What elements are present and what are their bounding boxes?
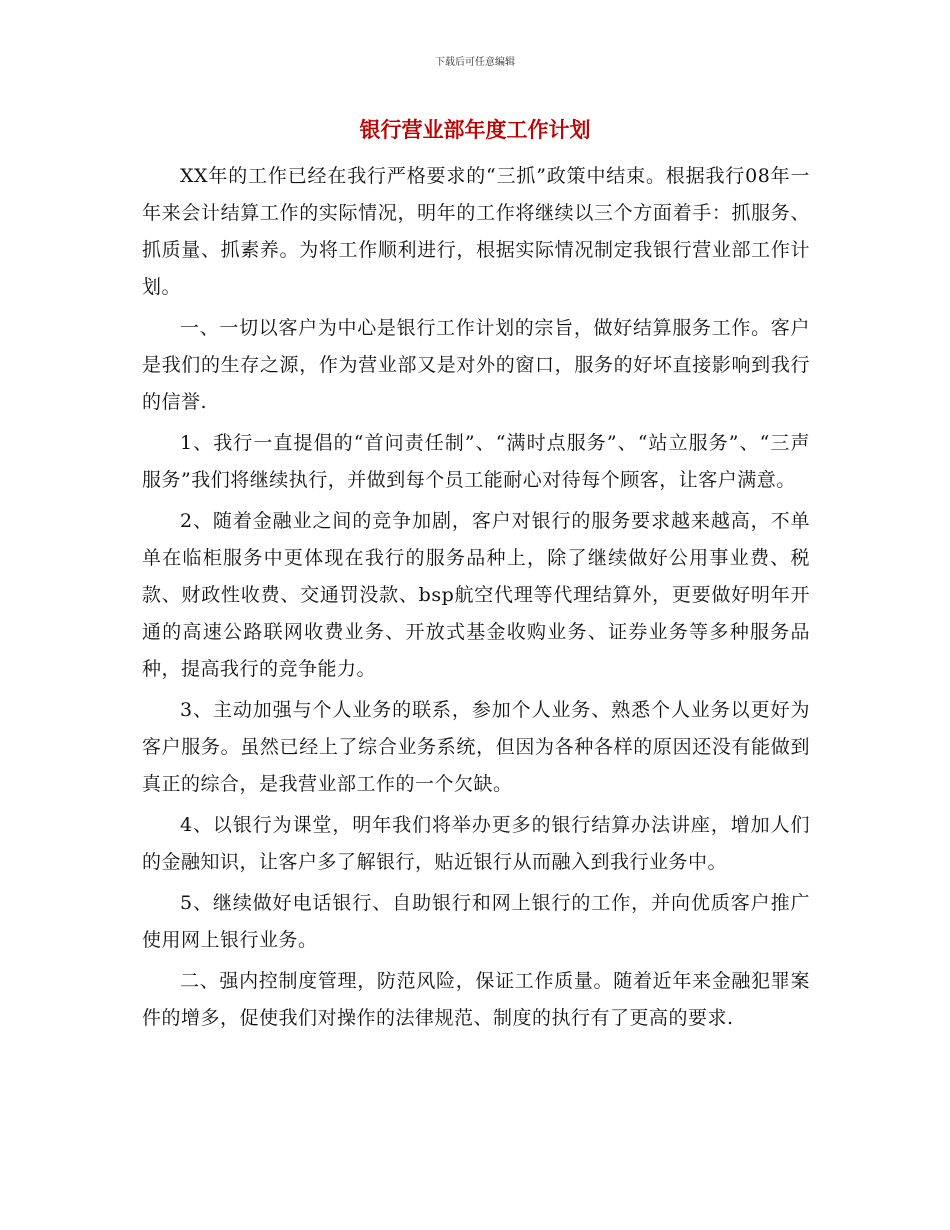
page-header: 下载后可任意编辑 [435,57,515,68]
paragraph-item-4: 4、以银行为课堂，明年我们将举办更多的银行结算办法讲座，增加人们的金融知识，让客户多了解银行，贴近银行从而融入到我行业务中。 [142,814,810,873]
paragraph-intro: XX年的工作已经在我行严格要求的“三抓”政策中结束。根据我行08年一年来会计结算工作的实际情况，明年的工作将继续以三个方面着手：抓服务、抓质量、抓素养。为将工作顺利进行，根据实际情况制定我银行营业部工作计划。 [142,165,810,298]
document-title: 银行营业部年度工作计划 [359,117,591,142]
paragraph-item-1: 1、我行一直提倡的“首问责任制”、“满时点服务”、“站立服务”、“三声服务”我们将继续执行，并做到每个员工能耐心对待每个顾客，让客户满意。 [142,432,810,491]
paragraph-section-2: 二、强内控制度管理，防范风险，保证工作质量。随着近年来金融犯罪案件的增多，促使我们对操作的法律规范、制度的执行有了更高的要求. [142,970,810,1029]
paragraph-item-5: 5、继续做好电话银行、自助银行和网上银行的工作，并向优质客户推广使用网上银行业务。 [142,892,810,951]
paragraph-section-1: 一、一切以客户为中心是银行工作计划的宗旨，做好结算服务工作。客户是我们的生存之源，作为营业部又是对外的窗口，服务的好坏直接影响到我行的信誉. [142,317,810,413]
paragraph-item-3: 3、主动加强与个人业务的联系，参加个人业务、熟悉个人业务以更好为客户服务。虽然已经上了综合业务系统，但因为各种各样的原因还没有能做到真正的综合，是我营业部工作的一个欠缺。 [142,699,810,795]
document-body [142,158,810,1041]
paragraph-item-2: 2、随着金融业之间的竞争加剧，客户对银行的服务要求越来越高，不单单在临柜服务中更体现在我行的服务品种上，除了继续做好公用事业费、税款、财政性收费、交通罚没款、bsp航空代理等代理结算外，更要做好明年开通的高速公路联网收费业务、开放式基金收购业务、证券业务等多种服务品种，提高我行的竞争能力。 [142,510,810,680]
